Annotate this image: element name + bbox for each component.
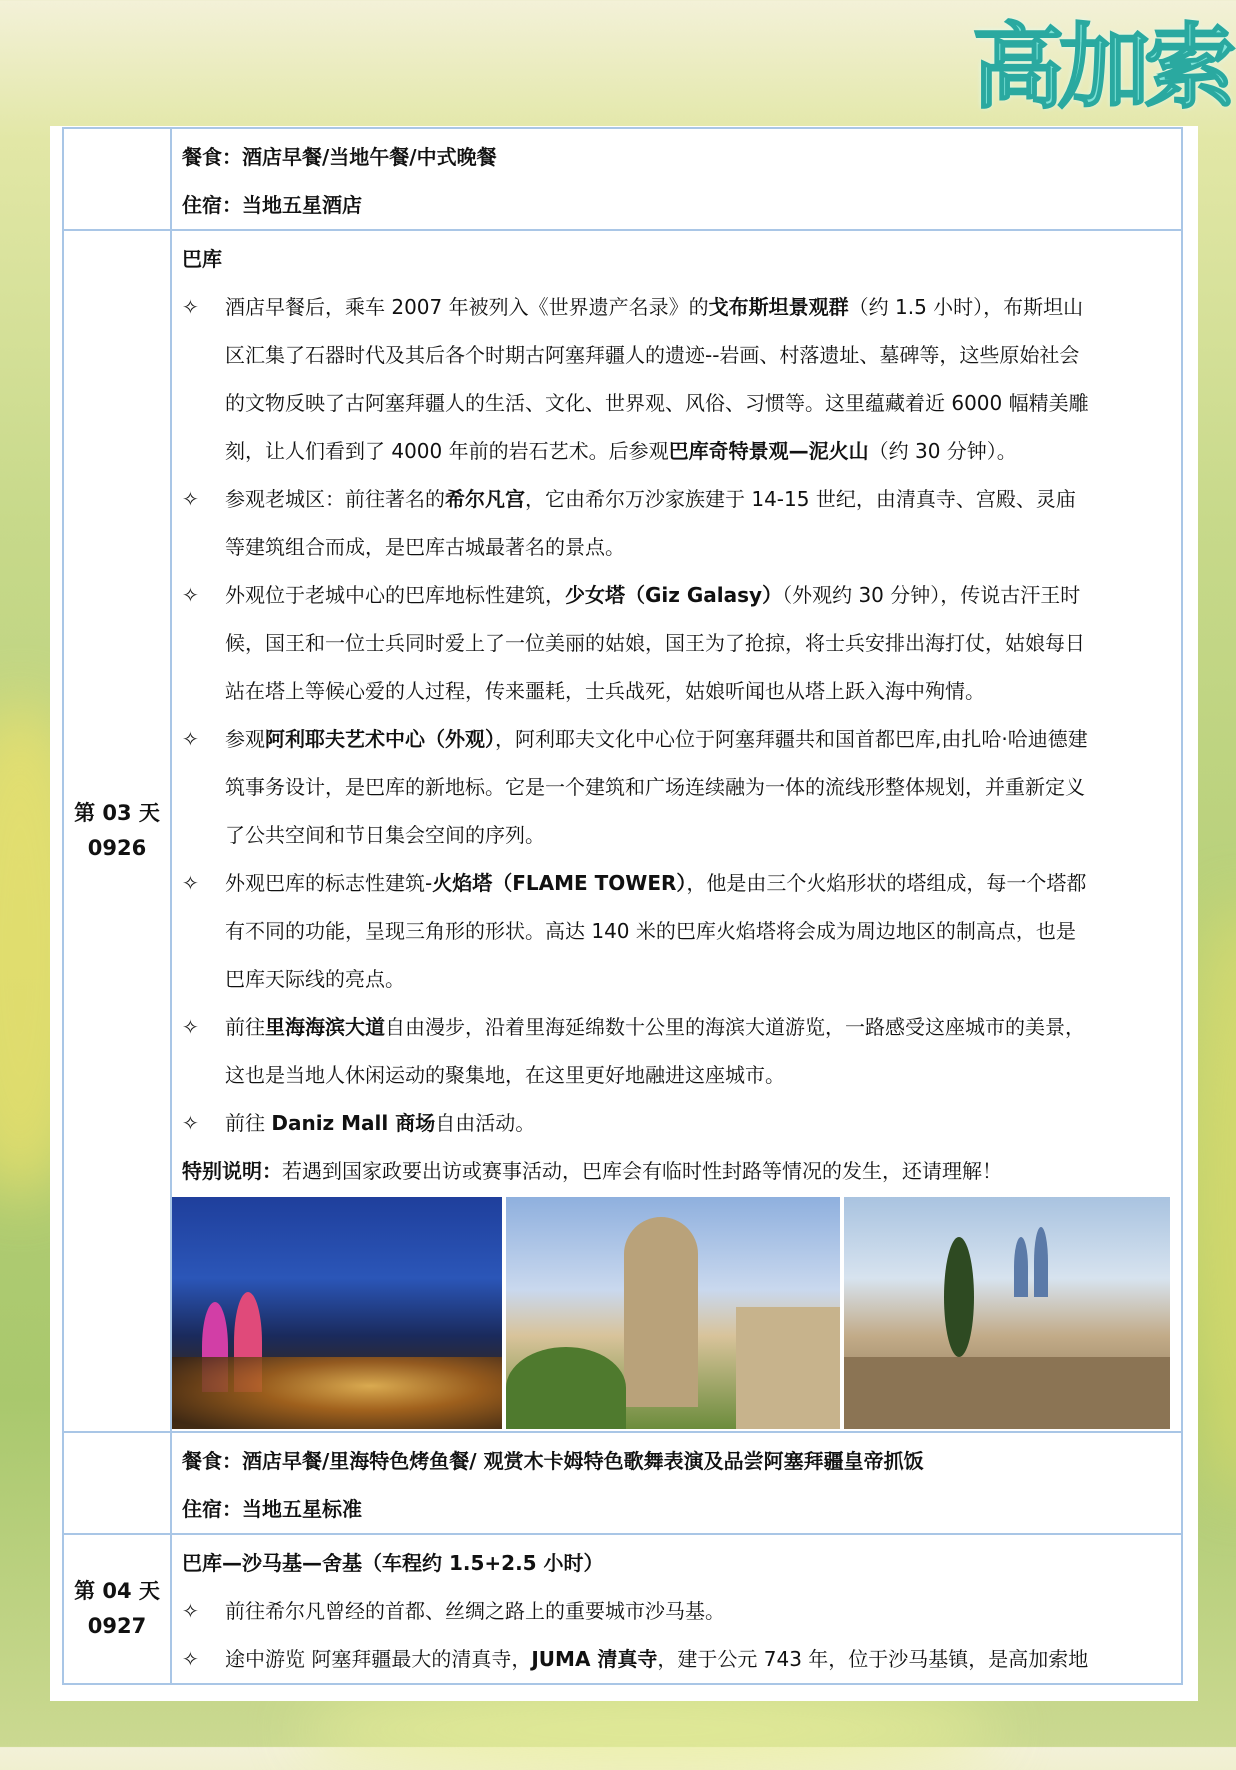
day-label: 第 04 天 xyxy=(74,1579,160,1603)
text-segment: 自由漫步，沿着里海延绵数十公里的海滨大道游览，一路感受这座城市的美景， xyxy=(385,1015,1085,1039)
day-title: 巴库 xyxy=(182,247,222,271)
day-cell xyxy=(63,230,171,1432)
text-segment: ，他是由三个火焰形状的塔组成，每一个塔都 xyxy=(686,871,1087,895)
text-segment: 的文物反映了古阿塞拜疆人的生活、文化、世界观、风俗、习惯等。这里蕴藏着近 6000 幅精美雕 xyxy=(225,391,1089,415)
bold-text: 巴库奇特景观—泥火山 xyxy=(668,439,869,463)
list-item xyxy=(182,1003,1171,1099)
text-line xyxy=(225,571,1171,619)
table-row xyxy=(63,1534,1182,1684)
special-note: 特别说明：若遇到国家政要出访或赛事活动，巴库会有临时性封路等情况的发生，还请理解！ xyxy=(182,1159,1002,1183)
list-item xyxy=(182,715,1171,859)
text-line xyxy=(225,283,1171,331)
text-line xyxy=(225,475,1171,523)
text-line xyxy=(225,955,1171,1003)
bold-text: 戈布斯坦景观群 xyxy=(708,295,849,319)
text-segment: 自由活动。 xyxy=(435,1111,536,1135)
baku-night-photo xyxy=(172,1197,502,1429)
bullet-star-icon: ✧ xyxy=(182,1647,199,1671)
text-segment: （约 30 分钟）。 xyxy=(868,439,1017,463)
text-segment: 这也是当地人休闲运动的聚集地，在这里更好地融进这座城市。 xyxy=(225,1063,785,1087)
text-line xyxy=(225,1099,1171,1147)
bold-text: 火焰塔（FLAME TOWER） xyxy=(432,871,687,895)
text-segment: 前往 xyxy=(225,1015,265,1039)
text-line xyxy=(225,907,1171,955)
text-segment: 刻，让人们看到了 4000 年前的岩石艺术。后参观 xyxy=(225,439,669,463)
text-segment: 站在塔上等候心爱的人过程，传来噩耗，士兵战死，姑娘听闻也从塔上跃入海中殉情。 xyxy=(225,679,985,703)
bold-text: Daniz Mall 商场 xyxy=(271,1111,436,1135)
text-segment: 途中游览 阿塞拜疆最大的清真寺， xyxy=(225,1647,532,1671)
day-date: 0927 xyxy=(87,1614,147,1638)
text-segment: （外观约 30 分钟），传说古汗王时 xyxy=(782,583,1081,607)
text-line xyxy=(225,1051,1171,1099)
day-cell xyxy=(63,1534,171,1684)
text-line xyxy=(225,811,1171,859)
list-item xyxy=(182,1099,1171,1147)
itinerary-table xyxy=(62,127,1183,1685)
lodging-line: 住宿：当地五星酒店 xyxy=(182,193,362,217)
meals-line: 餐食：酒店早餐/当地午餐/中式晚餐 xyxy=(182,145,497,169)
photo-strip xyxy=(172,1195,1181,1431)
bullet-star-icon: ✧ xyxy=(182,727,199,751)
text-segment: 了公共空间和节日集会空间的序列。 xyxy=(225,823,545,847)
text-line xyxy=(225,715,1171,763)
text-segment: 前往 xyxy=(225,1111,272,1135)
text-line xyxy=(225,619,1171,667)
bullet-list xyxy=(182,1587,1171,1683)
bold-text: 希尔凡宫 xyxy=(445,487,525,511)
table-row xyxy=(63,230,1182,1432)
lodging-line: 住宿：当地五星标准 xyxy=(182,1497,362,1521)
text-segment: 区汇集了石器时代及其后各个时期古阿塞拜疆人的遗迹--岩画、村落遗址、墓碑等，这些原始社会 xyxy=(225,343,1080,367)
text-segment: ，阿利耶夫文化中心位于阿塞拜疆共和国首都巴库,由扎哈·哈迪德建 xyxy=(495,727,1088,751)
maiden-tower-photo xyxy=(506,1197,840,1429)
old-city-photo xyxy=(844,1197,1170,1429)
text-line xyxy=(225,763,1171,811)
bullet-star-icon: ✧ xyxy=(182,487,199,511)
background-blur xyxy=(300,1690,1000,1770)
list-item xyxy=(182,283,1171,475)
content-cell xyxy=(171,128,1182,230)
day-title: 巴库—沙马基—舍基（车程约 1.5+2.5 小时） xyxy=(182,1551,604,1575)
text-line xyxy=(225,1635,1171,1683)
content-cell xyxy=(171,230,1182,1432)
day-date: 0926 xyxy=(87,836,147,860)
text-segment: 外观位于老城中心的巴库地标性建筑， xyxy=(225,583,565,607)
text-segment: 参观老城区：前往著名的 xyxy=(225,487,445,511)
bullet-star-icon: ✧ xyxy=(182,1599,199,1623)
text-segment: （约 1.5 小时），布斯坦山 xyxy=(848,295,1084,319)
text-segment: 筑事务设计，是巴库的新地标。它是一个建筑和广场连续融为一体的流线形整体规划，并重新定义 xyxy=(225,775,1085,799)
bullet-star-icon: ✧ xyxy=(182,871,199,895)
content-cell xyxy=(171,1534,1182,1684)
text-segment: 等建筑组合而成，是巴库古城最著名的景点。 xyxy=(225,535,625,559)
table-row xyxy=(63,1432,1182,1534)
bold-text: 少女塔（Giz Galasy） xyxy=(565,583,783,607)
text-line xyxy=(225,1587,1171,1635)
bullet-star-icon: ✧ xyxy=(182,583,199,607)
bold-text: 阿利耶夫艺术中心（外观） xyxy=(265,727,495,751)
content-cell xyxy=(171,1432,1182,1534)
bullet-list xyxy=(182,283,1171,1147)
list-item xyxy=(182,859,1171,1003)
text-segment: 参观 xyxy=(225,727,265,751)
day-cell-continued xyxy=(63,1432,171,1534)
list-item xyxy=(182,1635,1171,1683)
text-segment: ，建于公元 743 年，位于沙马基镇，是高加索地 xyxy=(657,1647,1089,1671)
text-line xyxy=(225,667,1171,715)
bullet-star-icon: ✧ xyxy=(182,295,199,319)
text-segment: 前往希尔凡曾经的首都、丝绸之路上的重要城市沙马基。 xyxy=(225,1599,725,1623)
text-line xyxy=(225,523,1171,571)
text-segment: 巴库天际线的亮点。 xyxy=(225,967,405,991)
list-item xyxy=(182,1587,1171,1635)
bullet-star-icon: ✧ xyxy=(182,1111,199,1135)
text-segment: 酒店早餐后，乘车 2007 年被列入《世界遗产名录》的 xyxy=(225,295,709,319)
day-cell-empty xyxy=(63,128,171,230)
bullet-star-icon: ✧ xyxy=(182,1015,199,1039)
text-line xyxy=(225,427,1171,475)
list-item xyxy=(182,475,1171,571)
text-segment: 外观巴库的标志性建筑- xyxy=(225,871,433,895)
text-segment: 有不同的功能，呈现三角形的形状。高达 140 米的巴库火焰塔将会成为周边地区的制高点，也是 xyxy=(225,919,1076,943)
day-label: 第 03 天 xyxy=(74,801,160,825)
bold-text: JUMA 清真寺 xyxy=(531,1647,658,1671)
table-row xyxy=(63,128,1182,230)
text-line xyxy=(225,331,1171,379)
list-item xyxy=(182,571,1171,715)
brand-logo: 高加索 xyxy=(971,14,1230,121)
text-line xyxy=(225,1003,1171,1051)
text-line xyxy=(225,379,1171,427)
meals-line: 餐食：酒店早餐/里海特色烤鱼餐/ 观赏木卡姆特色歌舞表演及品尝阿塞拜疆皇帝抓饭 xyxy=(182,1449,924,1473)
text-line xyxy=(225,859,1171,907)
bold-text: 里海海滨大道 xyxy=(265,1015,385,1039)
text-segment: 候，国王和一位士兵同时爱上了一位美丽的姑娘，国王为了抢掠，将士兵安排出海打仗，姑娘每日 xyxy=(225,631,1085,655)
text-segment: ，它由希尔万沙家族建于 14-15 世纪，由清真寺、宫殿、灵庙 xyxy=(525,487,1076,511)
